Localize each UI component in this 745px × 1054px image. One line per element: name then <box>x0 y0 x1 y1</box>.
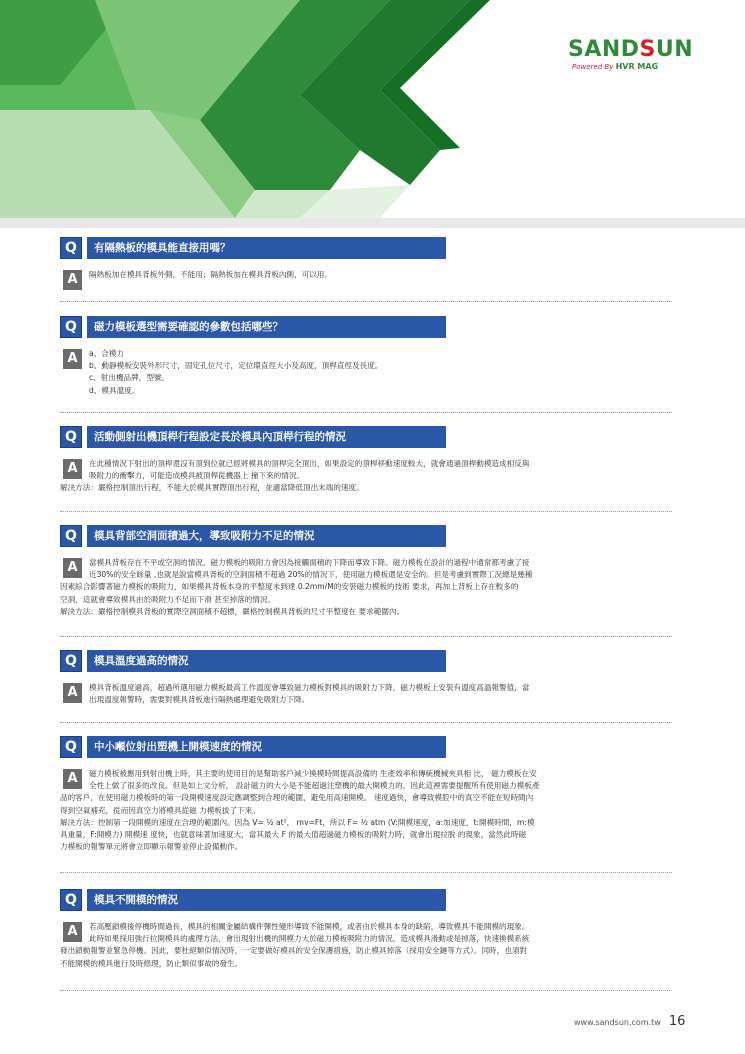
answer-line: 具重量，F:開模力) 開模速 度快，也就意味著加速度大，當其最大 F 的最大值超過磁力模板的吸附力時，就會出現拉脫 的現象，當然此時磁 <box>60 830 527 840</box>
answer-line: 空洞，這就會導致模具由於吸附力不足而下滑 甚至掉落的情況。 <box>60 594 276 604</box>
section-divider <box>60 636 672 637</box>
answer-line: b、動靜模板安裝外形尺寸，固定孔位尺寸，定位環直徑大小及高度，頂桿直徑及長度。 <box>89 361 383 371</box>
sandsun-logo <box>568 37 694 80</box>
question-title: 中小噸位射出塑機上開模速度的情況 <box>87 736 446 758</box>
question-title: 有隔熱板的模具能直接用嗎？ <box>87 237 446 259</box>
question-row <box>60 316 672 338</box>
qa-item-1 <box>60 237 672 287</box>
footer-url: www.sandsun.com.tw <box>574 1018 661 1027</box>
question-title: 磁力模板選型需要確認的參數包括哪些？ <box>87 316 446 338</box>
answer-row <box>60 557 672 618</box>
qa-item-5 <box>60 650 672 706</box>
a-badge: A <box>63 270 82 290</box>
logo-tagline-brand: HVR MAG <box>615 62 659 71</box>
question-title: 模具背部空洞面積過大，導致吸附力不足的情況 <box>87 525 446 547</box>
logo-part-left: SAND <box>568 37 640 62</box>
question-title: 活動側射出機頂桿行程設定長於模具內頂桿行程的情況 <box>87 426 446 448</box>
solution-line: 解決方法：控制第一段開模的速度在合理的範圍內。因為 V= ½ at²， mv=Ft，所以 F= ½ atm (V:開模速度，a:加速度，t:開模時間，m:模 <box>60 817 535 827</box>
answer-text <box>60 348 672 397</box>
logo-part-mid: S <box>639 37 656 62</box>
answer-line: 此時如果採用強行拉開模具的處理方法，會出現射出機的開模力大於磁力模板吸附力的情況，造成模具滑動或是掉落，快速換模系統 <box>89 934 530 944</box>
qa-item-2 <box>60 316 672 397</box>
header-band <box>0 218 745 228</box>
section-divider <box>60 301 672 302</box>
section-divider <box>60 872 672 873</box>
q-badge: Q <box>60 650 82 672</box>
logo-part-right: UN <box>655 37 694 62</box>
answer-line: 因素綜合影響著磁力模板的吸附力，如果模具背板本身的平整度未到達 0.2mm/M的安裝磁力模板的技術 要求，再加上背板上存在較多的 <box>60 582 519 592</box>
answer-row <box>60 348 672 397</box>
answer-line: 若高壓鎖模後停機時間過長，模具的相關金屬結構件彈性變形導致不能開模，或者由於模具本身的缺陷，導致模具不能開模的現象。 <box>89 922 530 931</box>
answer-text <box>60 269 672 281</box>
logo-tagline <box>572 62 688 72</box>
section-divider <box>60 511 672 512</box>
answer-line: 磁力模板被應用到射出機上時，其主要的使用目的是幫助客戶減少換模時間提高設備的 生產效率和傳統機械夾具相 比， 磁力模板在安 <box>89 769 537 778</box>
section-divider <box>60 990 672 991</box>
qa-item-4 <box>60 525 672 618</box>
section-divider <box>60 722 672 723</box>
a-badge: A <box>63 922 82 942</box>
page-number: 16 <box>668 1014 686 1029</box>
answer-line: 全性上做了很多的改良。但是如上文分析， 設計磁力的大小是不能超過注塑機的最大開模力的，因此這裡需要提醒所有使用磁力模板產 <box>89 781 540 791</box>
answer-row <box>60 682 672 706</box>
solution-line: 解決方法：嚴格控制模具背板的實際空洞面積不超標，嚴格控制模具背板的尺寸平整度在 要求範圍內。 <box>60 606 405 616</box>
answer-line: c、射出機品牌，型號。 <box>89 373 170 383</box>
q-badge: Q <box>60 889 82 911</box>
section-divider <box>60 412 672 413</box>
a-badge: A <box>63 683 82 703</box>
answer-line: 發出鎖動報警並緊急停機。因此，要杜絕類似情況時，一定要做好模具的安全保護措施，防止模具掉落（採用安全鏈等方式）。同時，也須對 <box>60 946 528 956</box>
question-row <box>60 426 672 448</box>
qa-item-3 <box>60 426 672 495</box>
answer-line: 得到空氣補充，從而因真空力將模具從磁 力模板拔了下來。 <box>60 805 260 815</box>
answer-line: 在此種情況下射出的頂桿還沒有頂到位就已經將模具的頂桿完全頂出，如果設定的頂桿移動速度較大，就會通過頂桿動模造成相反與 <box>89 459 530 468</box>
question-row <box>60 736 672 758</box>
answer-line: d、模具溫度。 <box>89 385 140 395</box>
a-badge: A <box>63 558 82 578</box>
answer-line: 不能開模的模具進行及時修理，防止類似事故的發生。 <box>60 958 243 968</box>
solution-line: 解決方法：嚴格控制頂出行程，不能大於模具實際頂出行程，並適當降低頂出末端的速度。 <box>60 483 364 493</box>
q-badge: Q <box>60 525 82 547</box>
q-badge: Q <box>60 426 82 448</box>
answer-line: 品的客戶，在使用磁力模板時的第一段開模速度設定應調整到合理的範圍，避免用高速開模。 速度過快，會導致模腔中的真空不能在短時間內 <box>60 793 534 803</box>
answer-text <box>60 682 672 706</box>
answer-line: 隔熱板加在模具背板外側，不能用；隔熱板加在模具背板內側，可以用。 <box>89 270 332 279</box>
answer-line: 出現溫度報警時，需要對模具背板進行隔熱處理避免吸附力下降。 <box>89 695 310 705</box>
question-row <box>60 889 672 911</box>
answer-line: 當模具背板存在不平或空洞的情況，磁力模板的吸附力會因為接觸面積的下降而導致下降。磁力模板在設計的過程中通常都考慮了接 <box>89 558 530 567</box>
answer-line: 力模板的報警單元將會立即顯示報警並停止設備動作。 <box>60 842 243 852</box>
page-header <box>0 0 745 218</box>
answer-row <box>60 921 672 970</box>
answer-row <box>60 269 672 287</box>
answer-row <box>60 768 672 853</box>
answer-line: 模具背板溫度過高，超過所選用磁力模板最高工作溫度會導致磁力模板對模具的吸附力下降，磁力模板上安裝有溫度高溫報警值，當 <box>89 683 530 692</box>
qa-item-6 <box>60 736 672 853</box>
logo-wordmark <box>568 37 694 62</box>
a-badge: A <box>63 769 82 789</box>
header-graphic <box>0 0 745 218</box>
answer-line: 吸附力的衝擊力，可能造成模具被頂桿從機器上 撞下來的情況。 <box>89 471 305 481</box>
logo-tagline-prefix: Powered By <box>572 63 614 71</box>
q-badge: Q <box>60 736 82 758</box>
q-badge: Q <box>60 316 82 338</box>
question-title: 模具不開模的情況 <box>87 889 446 911</box>
answer-text <box>60 557 672 618</box>
answer-line: a、合模力 <box>89 349 125 358</box>
answer-line: 近30%的安全餘量 ,也就是說當模具背板的空洞面積不超過 20%的情況下，使用磁力模板還是安全的。但是考慮到實際工況總是幾種 <box>89 570 533 580</box>
answer-text <box>60 768 672 853</box>
page-footer <box>574 1014 685 1031</box>
question-row <box>60 650 672 672</box>
q-badge: Q <box>60 237 82 259</box>
question-row <box>60 525 672 547</box>
question-title: 模具溫度過高的情況 <box>87 650 446 672</box>
question-row <box>60 237 672 259</box>
a-badge: A <box>63 349 82 369</box>
a-badge: A <box>63 459 82 479</box>
answer-text <box>60 921 672 970</box>
qa-item-7 <box>60 889 672 970</box>
answer-text <box>60 458 672 495</box>
answer-row <box>60 458 672 495</box>
